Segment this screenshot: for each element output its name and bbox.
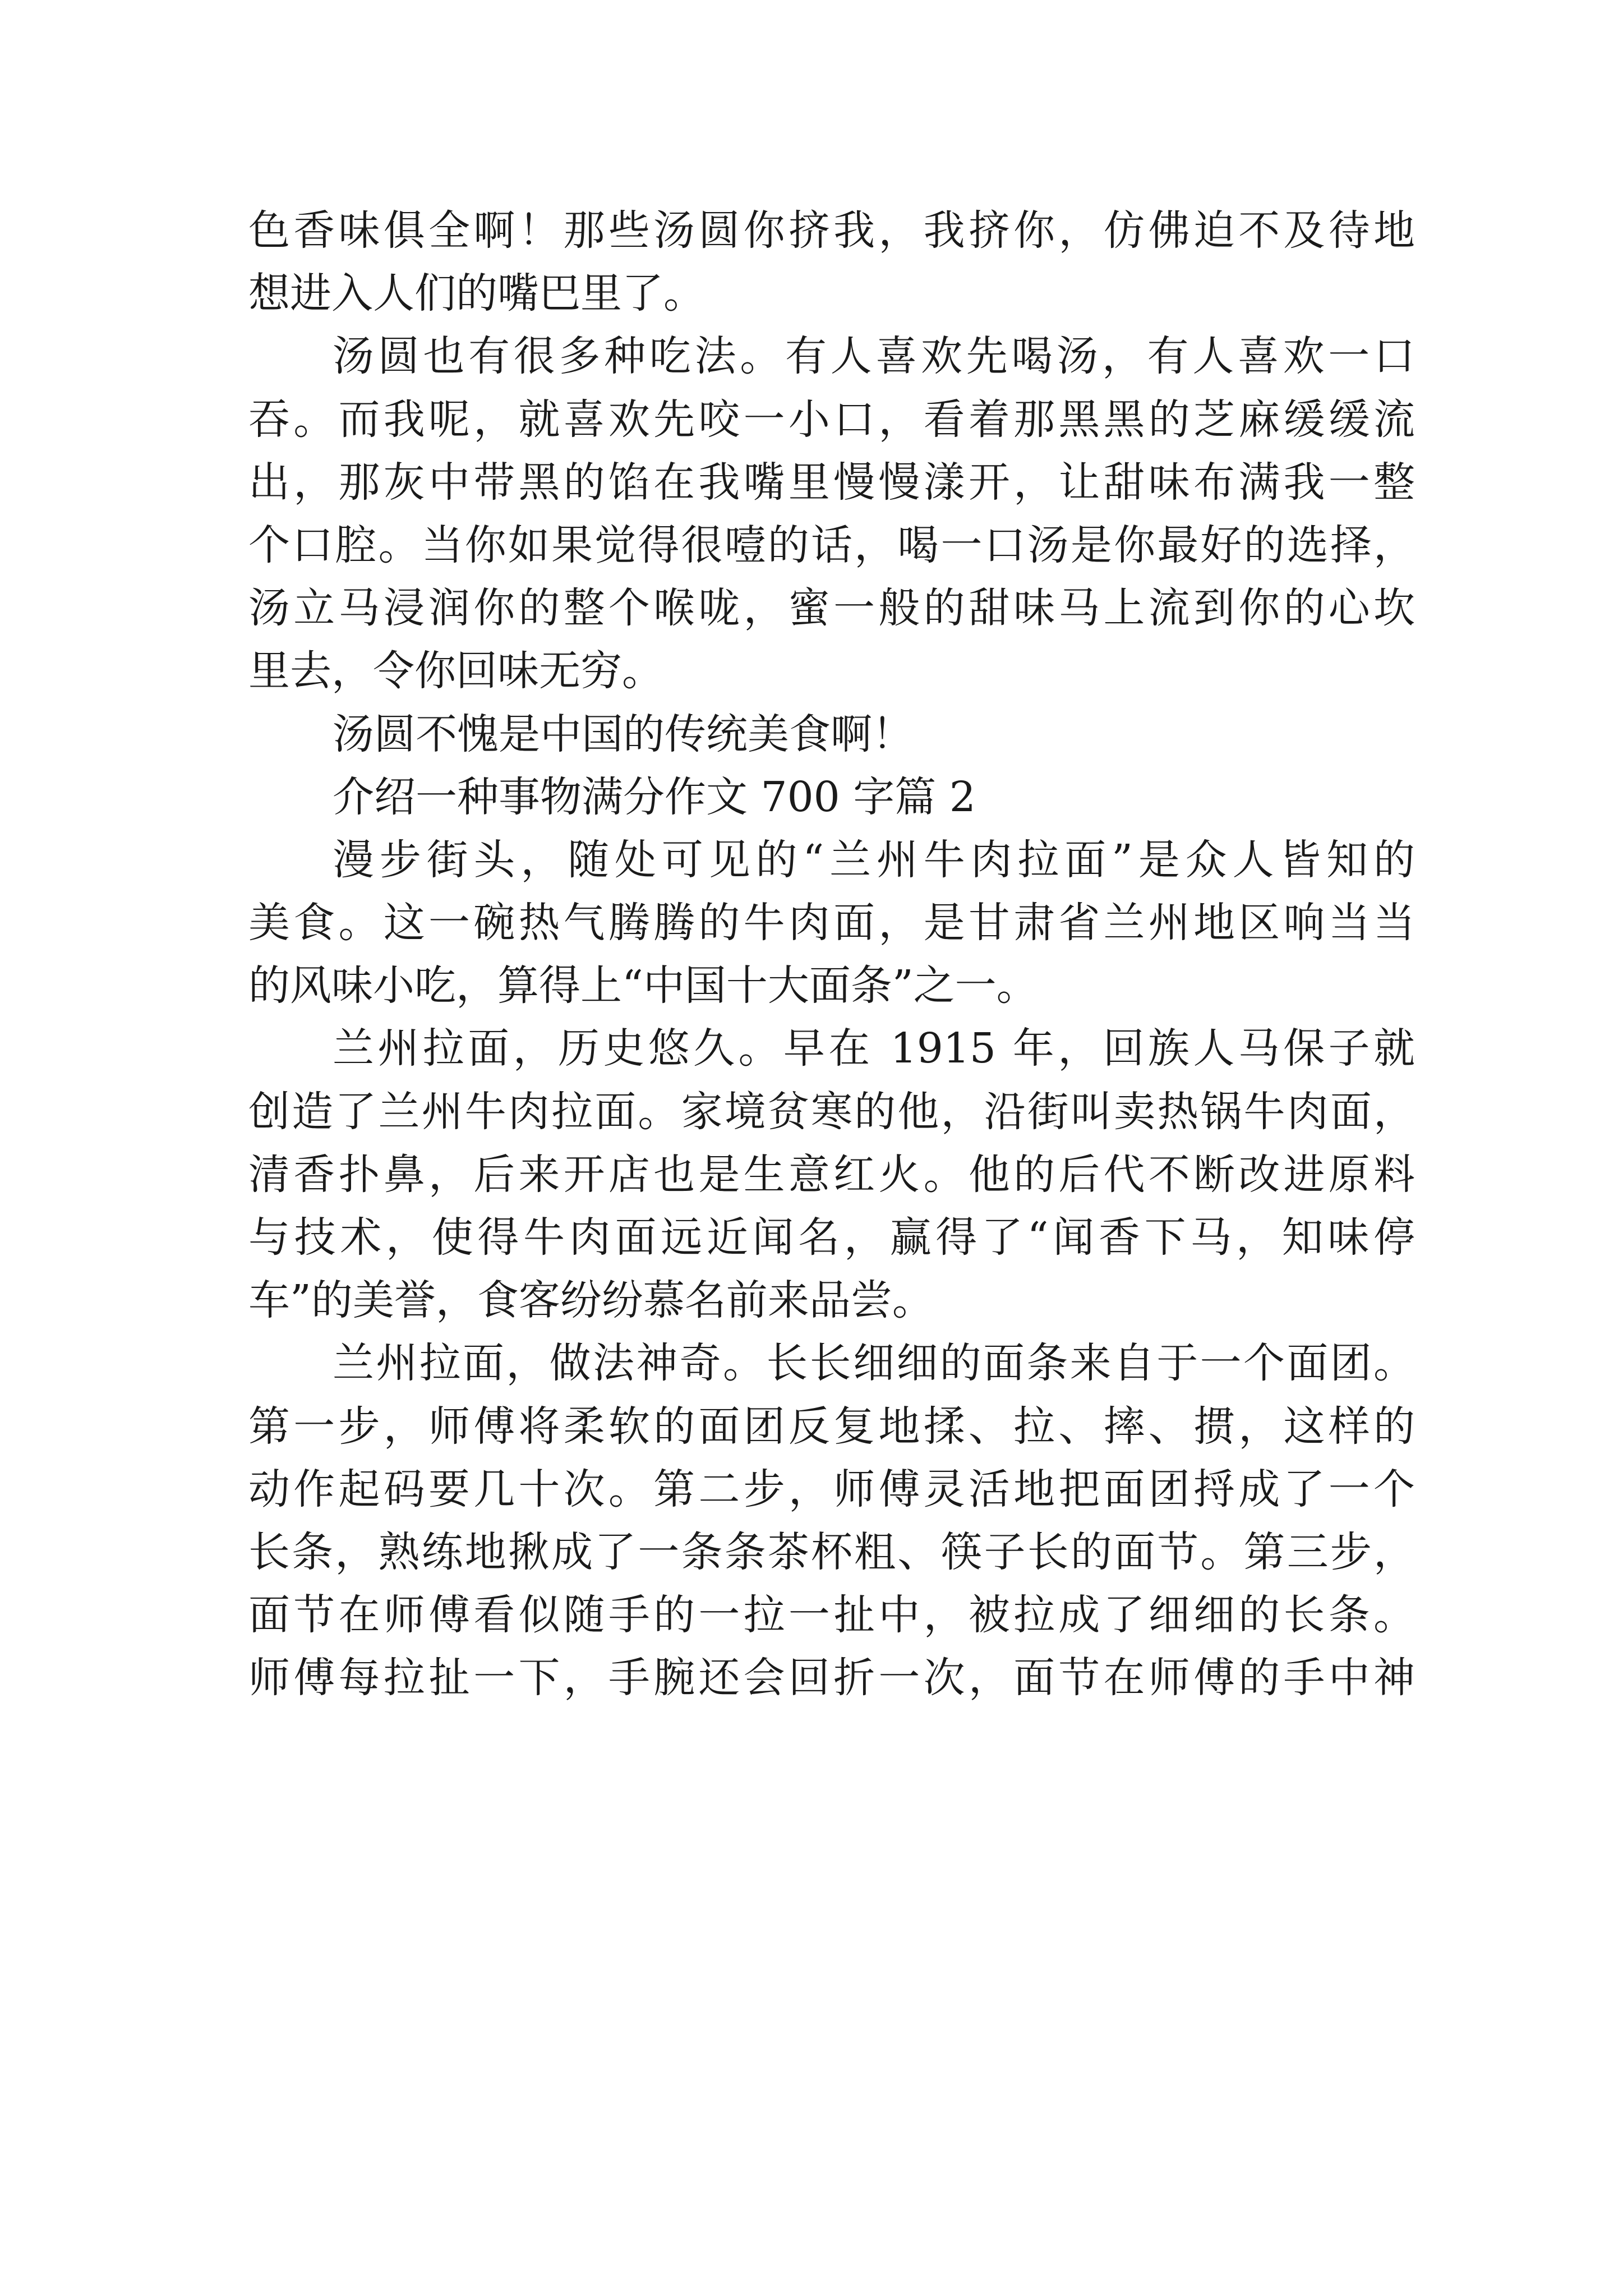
text-line: 个口腔。当你如果觉得很噎的话，喝一口汤是你最好的选择， xyxy=(248,521,1415,569)
text-line: 吞。而我呢，就喜欢先咬一小口，看着那黑黑的芝麻缓缓流 xyxy=(248,395,1415,444)
text-line: 与技术，使得牛肉面远近闻名，赢得了“闻香下马，知味停 xyxy=(248,1213,1415,1262)
text-line: 师傅每拉扯一下，手腕还会回折一次，面节在师傅的手中神 xyxy=(248,1654,1415,1703)
text-line: 兰州拉面，做法神奇。长长细细的面条来自于一个面团。 xyxy=(333,1339,1415,1388)
text-line: 的风味小吃，算得上“中国十大面条”之一。 xyxy=(248,961,1038,1010)
text-line: 出，那灰中带黑的馅在我嘴里慢慢漾开，让甜味布满我一整 xyxy=(248,458,1415,507)
text-line: 漫步街头，随处可见的“兰州牛肉拉面”是众人皆知的 xyxy=(333,835,1415,884)
text-line: 想进入人们的嘴巴里了。 xyxy=(248,269,705,318)
text-line: 里去，令你回味无穷。 xyxy=(248,647,663,696)
text-line: 色香味俱全啊！那些汤圆你挤我，我挤你，仿佛迫不及待地 xyxy=(248,206,1415,255)
text-line: 汤立马浸润你的整个喉咙，蜜一般的甜味马上流到你的心坎 xyxy=(248,584,1415,633)
text-line: 汤圆不愧是中国的传统美食啊！ xyxy=(333,710,914,758)
text-line: 第一步，师傅将柔软的面团反复地揉、拉、摔、掼，这样的 xyxy=(248,1402,1415,1451)
text-line: 介绍一种事物满分作文 700 字篇 2 xyxy=(333,772,976,821)
text-line: 兰州拉面，历史悠久。早在 1915 年，回族人马保子就 xyxy=(333,1024,1415,1073)
article-body xyxy=(248,199,1415,1710)
text-line: 面节在师傅看似随手的一拉一扯中，被拉成了细细的长条。 xyxy=(248,1591,1415,1640)
text-line: 长条，熟练地揪成了一条条茶杯粗、筷子长的面节。第三步， xyxy=(248,1527,1415,1576)
text-line: 清香扑鼻，后来开店也是生意红火。他的后代不断改进原料 xyxy=(248,1150,1415,1199)
text-line: 美食。这一碗热气腾腾的牛肉面，是甘肃省兰州地区响当当 xyxy=(248,899,1415,947)
text-line: 汤圆也有很多种吃法。有人喜欢先喝汤，有人喜欢一口 xyxy=(333,332,1415,381)
text-line: 创造了兰州牛肉拉面。家境贫寒的他，沿街叫卖热锅牛肉面， xyxy=(248,1087,1415,1136)
text-line: 车”的美誉，食客纷纷慕名前来品尝。 xyxy=(248,1276,934,1325)
text-line: 动作起码要几十次。第二步，师傅灵活地把面团捋成了一个 xyxy=(248,1465,1415,1513)
